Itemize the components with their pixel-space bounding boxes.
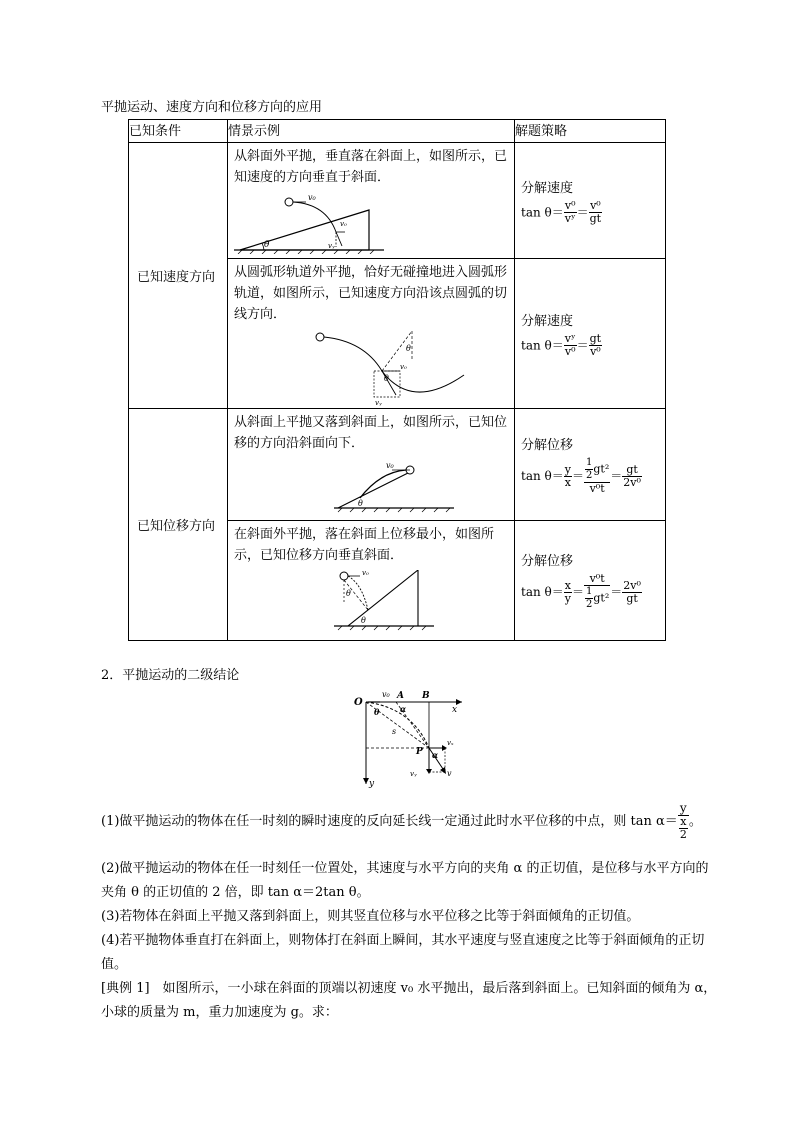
table-row <box>129 143 666 259</box>
fraction <box>564 333 577 358</box>
theta-label: θ <box>361 616 366 625</box>
frac-num: 2v⁰ <box>623 578 641 592</box>
strategy-title: 分解位移 <box>521 438 574 453</box>
frac-num: gt <box>589 331 602 345</box>
half-den: 2 <box>585 470 593 481</box>
table-header-row <box>129 120 666 143</box>
formula-eq: ＝ <box>576 205 589 219</box>
frac-den: 2v⁰ <box>623 475 641 489</box>
v0-label: v₀ <box>308 193 316 202</box>
frac-num: y <box>564 462 571 476</box>
header-example: 情景示例 <box>228 120 515 143</box>
p1-text: (1)做平抛运动的物体在任一时刻的瞬时速度的反向延长线一定通过此时水平位移的中点，则 tan α＝ <box>101 814 678 829</box>
label-v: v <box>447 769 452 778</box>
label-alpha-2: α <box>432 750 439 760</box>
frac-den: v⁰t <box>589 482 605 495</box>
section-title: 平抛运动、速度方向和位移方向的应用 <box>101 100 323 115</box>
theta-label: θ <box>358 499 363 508</box>
v0-label: v₀ <box>400 363 407 371</box>
label-vy: vᵧ <box>410 770 417 778</box>
example-text: 从斜面上平抛又落到斜面上，如图所示，已知位移的方向沿斜面向下． <box>234 415 508 451</box>
fraction <box>589 200 602 225</box>
formula-eq: ＝ <box>571 585 584 599</box>
condition-displacement: 已知位移方向 <box>129 409 228 641</box>
paragraph-2: (2)做平抛运动的物体在任一时刻任一位置处，其速度与水平方向的夹角 α 的正切值，是位移与水平方向的夹角 θ 的正切值的 2 倍，即 tan α＝2tan θ。 <box>101 861 709 900</box>
v0-label: v₀ <box>362 570 369 577</box>
fraction <box>622 464 642 489</box>
theta-label-2: θ <box>346 589 351 598</box>
fraction <box>564 464 572 489</box>
formula-eq: ＝ <box>576 338 589 352</box>
theta-label: θ <box>406 344 411 353</box>
frac-den: gt <box>626 591 638 605</box>
strategy-title: 分解速度 <box>521 180 574 196</box>
formula-lhs: tan θ＝ <box>521 469 564 483</box>
fraction <box>564 580 572 605</box>
paragraph-5: [典例 1] 如图所示，一小球在斜面的顶端以初速度 v₀ 水平抛出，最后落到斜面上。已知斜面的倾角为 α，小球的质量为 m，重力加速度为 g。求： <box>101 981 717 1020</box>
label-v0: v₀ <box>382 690 390 699</box>
frac-num: v⁰ <box>590 198 601 212</box>
fraction <box>564 200 577 225</box>
frac-num: gt <box>622 464 642 477</box>
strategy-cell <box>515 521 666 641</box>
strategy-title: 分解位移 <box>521 554 574 569</box>
example-text: 在斜面外平抛，落在斜面上位移最小，如图所示，已知位移方向垂直斜面． <box>234 527 495 563</box>
label-O: O <box>354 697 363 708</box>
formula <box>521 573 659 611</box>
header-strategy: 解题策略 <box>515 120 666 143</box>
fraction <box>584 573 610 611</box>
formula <box>521 200 659 225</box>
paragraph-4: (4)若平抛物体垂直打在斜面上，则物体打在斜面上瞬间，其水平速度与竖直速度之比等于斜面倾角的正切值。 <box>101 933 705 972</box>
strategy-cell <box>515 143 666 259</box>
p1-num: y <box>678 802 689 816</box>
incline-min-displacement-figure <box>234 570 504 632</box>
formula-lhs: tan θ＝ <box>521 205 564 219</box>
frac-den: v⁰ <box>564 344 576 358</box>
example-cell <box>228 521 515 641</box>
formula <box>521 457 659 495</box>
example-cell <box>228 143 515 259</box>
strategy-cell <box>515 409 666 521</box>
theta-label: θ <box>264 240 270 250</box>
formula-eq2: ＝ <box>610 469 623 483</box>
frac-den: y <box>564 591 571 605</box>
frac-num: v⁰ <box>564 198 576 212</box>
formula-eq: ＝ <box>571 469 584 483</box>
incline-perpendicular-figure <box>234 192 384 254</box>
formula <box>521 333 659 358</box>
example-text: 从圆弧形轨道外平抛，恰好无碰撞地进入圆弧形轨道，如图所示，已知速度方向沿该点圆弧的切线方向． <box>234 265 508 322</box>
v0-label: v₀ <box>386 461 394 470</box>
label-s: s <box>392 727 397 736</box>
strategy-table <box>128 119 666 641</box>
half-num: 1 <box>585 457 593 468</box>
strategy-cell <box>515 259 666 409</box>
frac-num: vʸ <box>564 331 576 345</box>
example-text: 从斜面外平抛，垂直落在斜面上，如图所示，已知速度的方向垂直于斜面． <box>234 149 508 185</box>
frac-num: x <box>564 578 571 592</box>
formula-lhs: tan θ＝ <box>521 585 564 599</box>
v0-label-2: v₀ <box>340 220 347 228</box>
incline-on-slope-figure <box>234 458 504 514</box>
vy-label: vᵧ <box>328 242 335 250</box>
p1-fraction <box>678 802 689 841</box>
frac-den: x <box>564 475 571 489</box>
label-y: y <box>369 779 375 789</box>
formula-eq2: ＝ <box>610 585 623 599</box>
section2-title: 2．平抛运动的二级结论 <box>101 668 240 683</box>
paragraph-3: (3)若物体在斜面上平抛又落到斜面上，则其竖直位移与水平位移之比等于斜面倾角的正切值。 <box>101 909 640 924</box>
fraction <box>584 457 610 495</box>
fraction <box>589 333 602 358</box>
half-num: 1 <box>585 586 593 597</box>
p1-den: 2 <box>679 828 687 841</box>
table-row <box>129 409 666 521</box>
theta-label-2: θ <box>384 374 389 383</box>
gt2: gt² <box>593 462 610 476</box>
paragraph-1 <box>101 802 721 841</box>
label-vx: vₓ <box>447 739 454 747</box>
header-condition: 已知条件 <box>129 120 228 143</box>
example-cell <box>228 409 515 521</box>
p1-mid: x <box>680 815 687 828</box>
frac-den: vʸ <box>564 211 576 225</box>
gt2: gt² <box>593 591 610 605</box>
example-cell <box>228 259 515 409</box>
formula-lhs: tan θ＝ <box>521 338 564 352</box>
vy-label: vᵧ <box>375 399 382 407</box>
condition-velocity: 已知速度方向 <box>129 143 228 409</box>
fraction <box>622 580 642 605</box>
frac-den: v⁰ <box>590 344 601 358</box>
projectile-conclusion-diagram <box>352 688 472 790</box>
half-den: 2 <box>585 599 593 610</box>
frac-den: gt <box>589 211 602 225</box>
label-x: x <box>452 705 458 715</box>
frac-num: v⁰t <box>584 573 610 586</box>
label-alpha: α <box>400 704 407 714</box>
label-theta: θ <box>374 707 380 717</box>
label-A: A <box>397 691 404 701</box>
label-B: B <box>422 691 430 701</box>
p1-end: 。 <box>688 814 702 829</box>
arc-track-figure <box>234 329 504 407</box>
strategy-title: 分解速度 <box>521 313 574 329</box>
label-P: P <box>416 747 423 757</box>
